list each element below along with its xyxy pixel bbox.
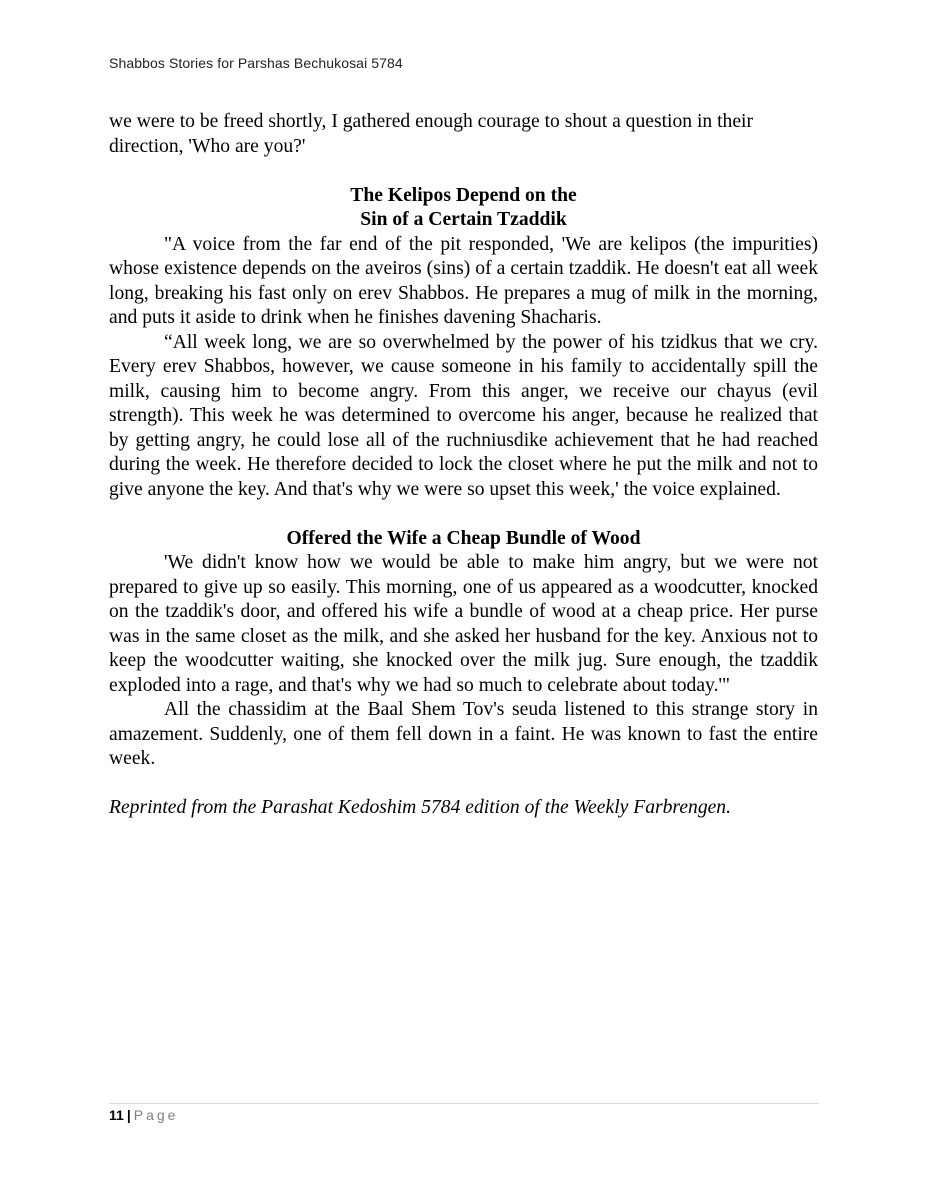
footer-separator: | xyxy=(126,1107,131,1123)
page-label: Page xyxy=(133,1107,179,1123)
section-heading-kelipos-line1: The Kelipos Depend on the xyxy=(350,184,577,206)
spacer xyxy=(109,159,818,184)
running-header: Shabbos Stories for Parshas Bechukosai 5784 xyxy=(109,55,403,71)
spacer xyxy=(109,772,818,797)
paragraph: "A voice from the far end of the pit responded, 'We are kelipos (the impurities) whose existence depends on the aveiros (sins) of a certain tzaddik. He doesn't eat all week long, breaking his fast only on erev Shabbos. He prepares a mug of milk in the morning, and puts it aside to drink when he finishes davening Shacharis. xyxy=(109,233,818,328)
section-heading-kelipos-line2: Sin of a Certain Tzaddik xyxy=(360,209,567,230)
page-number: 11 xyxy=(109,1107,124,1123)
page-footer xyxy=(109,1107,178,1123)
spacer xyxy=(109,502,818,527)
section-heading-wood: Offered the Wife a Cheap Bundle of Wood xyxy=(286,527,641,549)
footer-divider xyxy=(109,1103,819,1104)
intro-paragraph: we were to be freed shortly, I gathered enough courage to shout a question in their direction, 'Who are you?' xyxy=(109,111,754,157)
body-text xyxy=(109,110,818,821)
paragraph: “All week long, we are so overwhelmed by the power of his tzidkus that we cry. Every erev Shabbos, however, we cause someone in his family to accidentally spill the milk, causing him to become angry. From this anger, we receive our chayus (evil strength). This week he was determined to overcome his anger, because he realized that by getting angry, he could lose all of the ruchniusdike achievement that he had reached during the week. He therefore decided to lock the closet where he put the milk and not to give anyone the key. And that's why we were so upset this week,' the voice explained. xyxy=(109,331,818,500)
paragraph: All the chassidim at the Baal Shem Tov's seuda listened to this strange story in amazement. Suddenly, one of them fell down in a faint. He was known to fast the entire week. xyxy=(109,699,818,769)
paragraph: 'We didn't know how we would be able to make him angry, but we were not prepared to give up so easily. This morning, one of us appeared as a woodcutter, knocked on the tzaddik's door, and offered his wife a bundle of wood at a cheap price. Her purse was in the same closet as the milk, and she asked her husband for the key. Anxious not to keep the woodcutter waiting, she knocked over the milk jug. Sure enough, the tzaddik exploded into a rage, and that's why we had so much to celebrate about today.'" xyxy=(109,552,818,696)
reprint-credit: Reprinted from the Parashat Kedoshim 5784 edition of the Weekly Farbrengen. xyxy=(109,797,732,818)
